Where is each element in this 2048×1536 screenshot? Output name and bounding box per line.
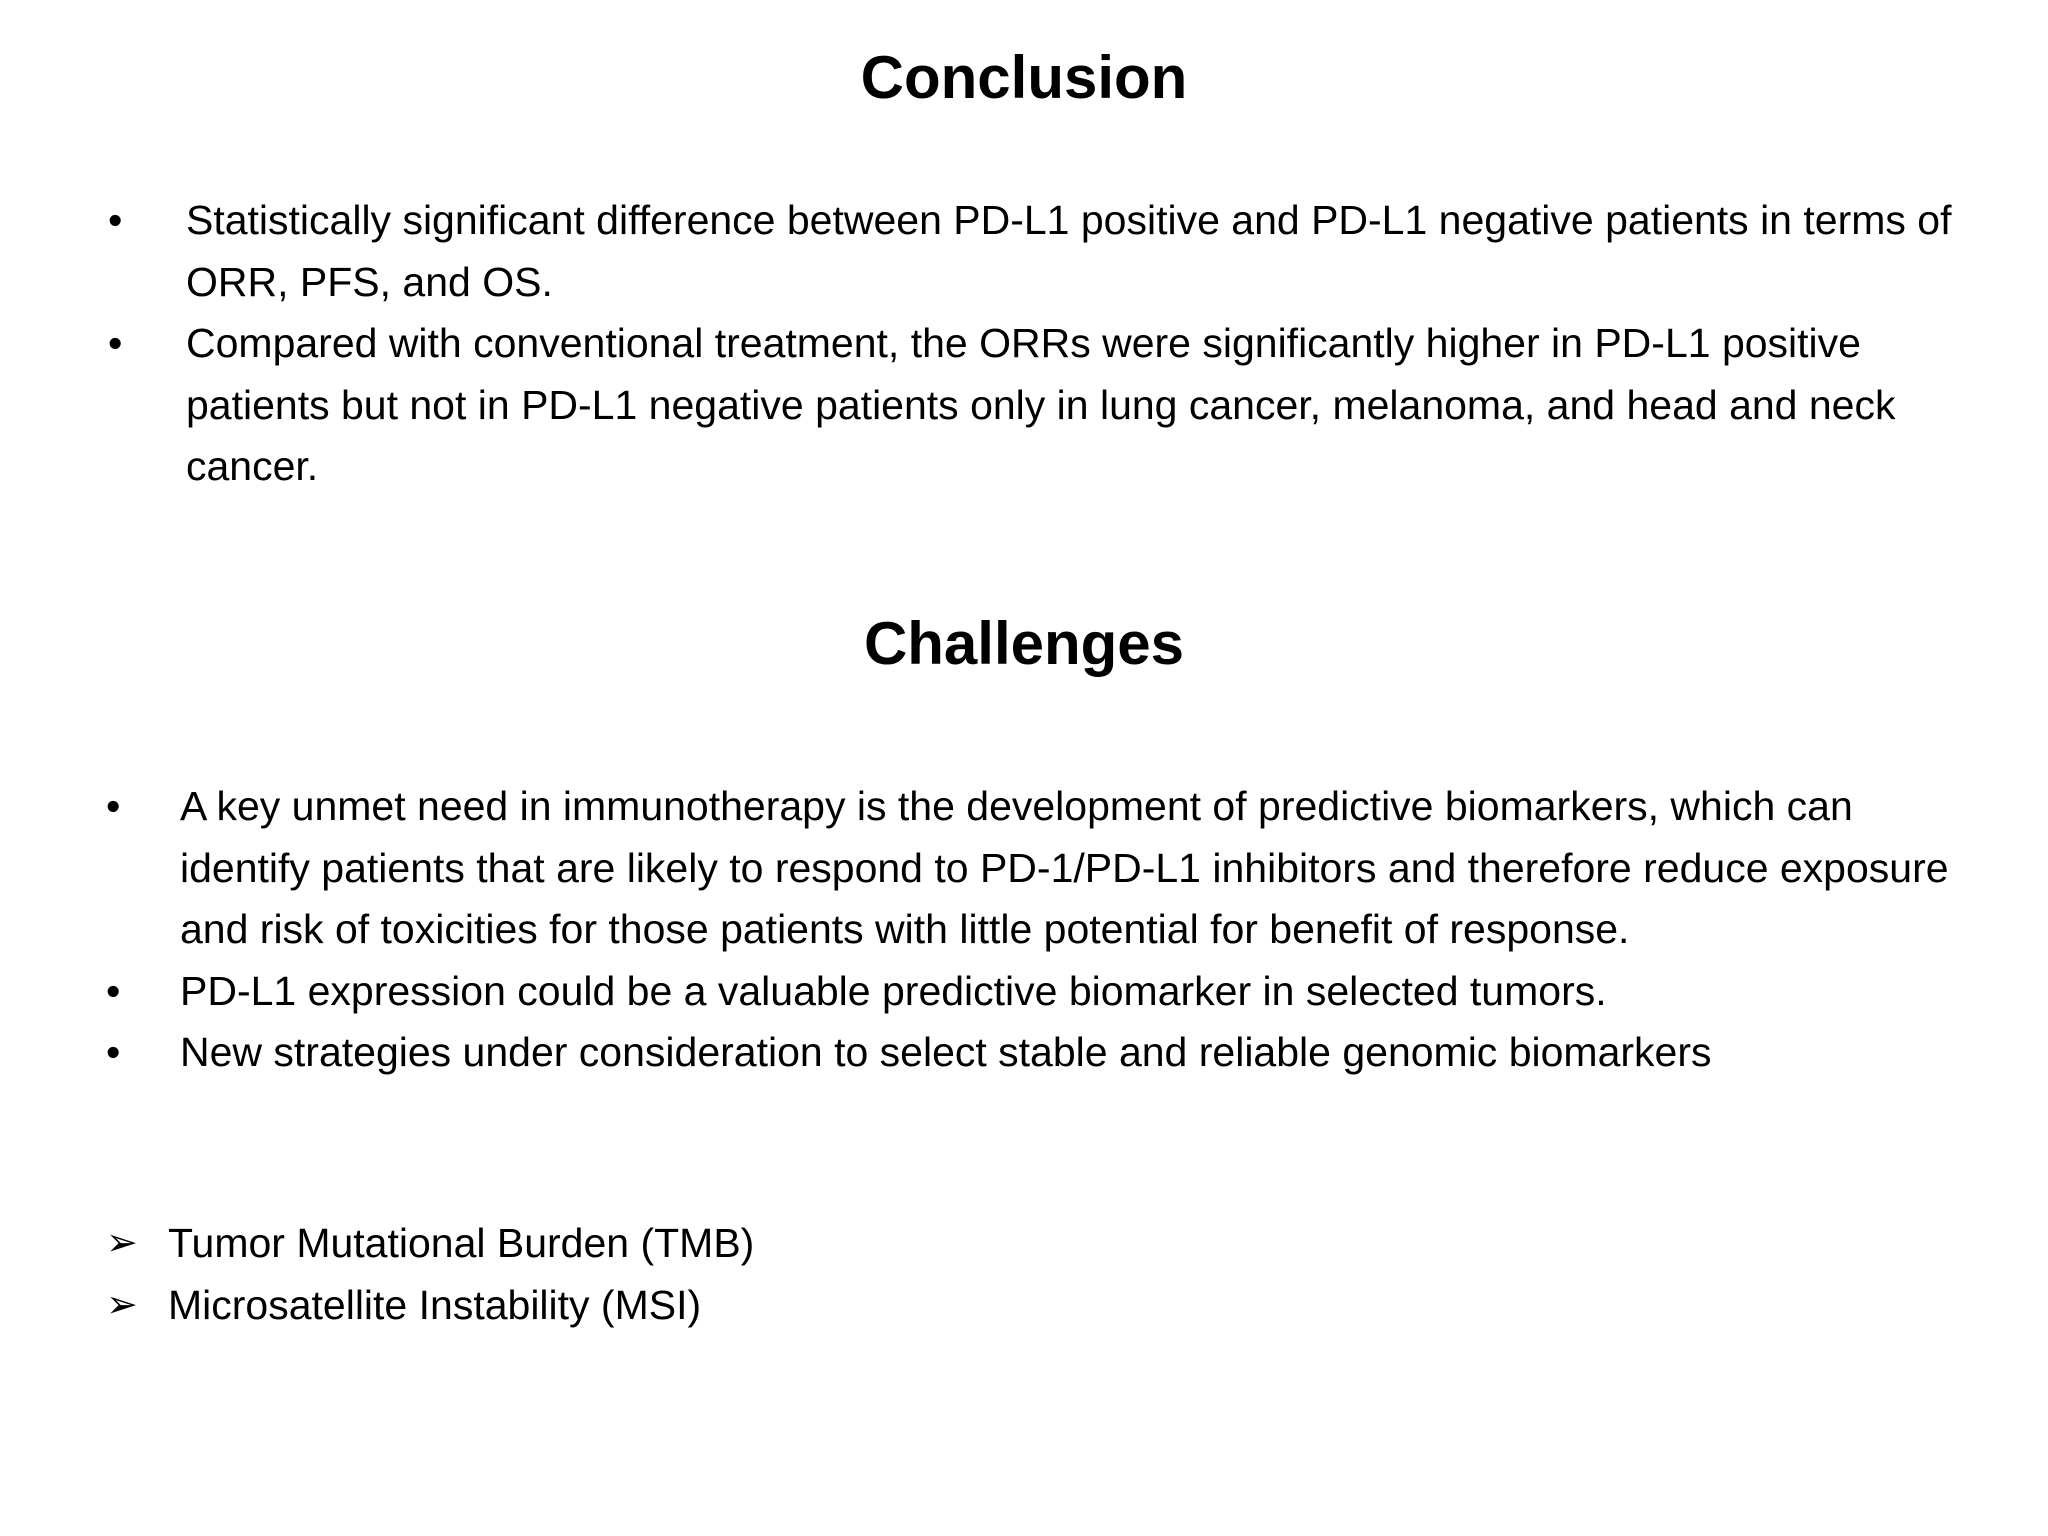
arrow-bullet-icon: ➢	[106, 1222, 138, 1264]
biomarker-item-text: Tumor Mutational Burden (TMB)	[168, 1220, 755, 1266]
challenges-item-text: PD-L1 expression could be a valuable predictive biomarker in selected tumors.	[180, 967, 1607, 1014]
challenges-item	[106, 776, 1980, 961]
conclusion-heading: Conclusion	[860, 44, 1188, 111]
biomarker-list	[106, 1213, 1768, 1336]
conclusion-item-text: Statistically significant difference between PD-L1 positive and PD-L1 negative patients in terms of ORR, PFS, and OS.	[186, 197, 1952, 305]
challenges-item-text: A key unmet need in immunotherapy is the development of predictive biomarkers, which can identify patients that are likely to respond to PD-1/PD-L1 inhibitors and therefore reduce exposure and risk of toxicities for those patients with little potential for benefit of response.	[180, 783, 1949, 952]
bullet-icon: •	[108, 197, 123, 243]
conclusion-item	[108, 190, 1976, 313]
bullet-icon: •	[108, 320, 123, 366]
conclusion-list	[108, 190, 1976, 498]
biomarker-item	[106, 1213, 1768, 1275]
challenges-item	[106, 1022, 1980, 1084]
arrow-bullet-icon: ➢	[106, 1283, 138, 1326]
challenges-list	[106, 776, 1980, 1084]
challenges-item	[106, 961, 1980, 1023]
bullet-icon: •	[106, 783, 121, 829]
challenges-heading: Challenges	[863, 610, 1185, 677]
bullet-icon: •	[106, 1029, 121, 1075]
biomarker-item	[106, 1275, 1768, 1337]
conclusion-item	[108, 313, 1976, 498]
challenges-item-text: New strategies under consideration to select stable and reliable genomic biomarkers	[180, 1029, 1712, 1075]
bullet-icon: •	[106, 967, 121, 1014]
conclusion-item-text: Compared with conventional treatment, the ORRs were significantly higher in PD-L1 positive patients but not in PD-L1 negative patients only in lung cancer, melanoma, and head and neck cancer.	[186, 320, 1896, 489]
biomarker-item-text: Microsatellite Instability (MSI)	[168, 1281, 702, 1328]
